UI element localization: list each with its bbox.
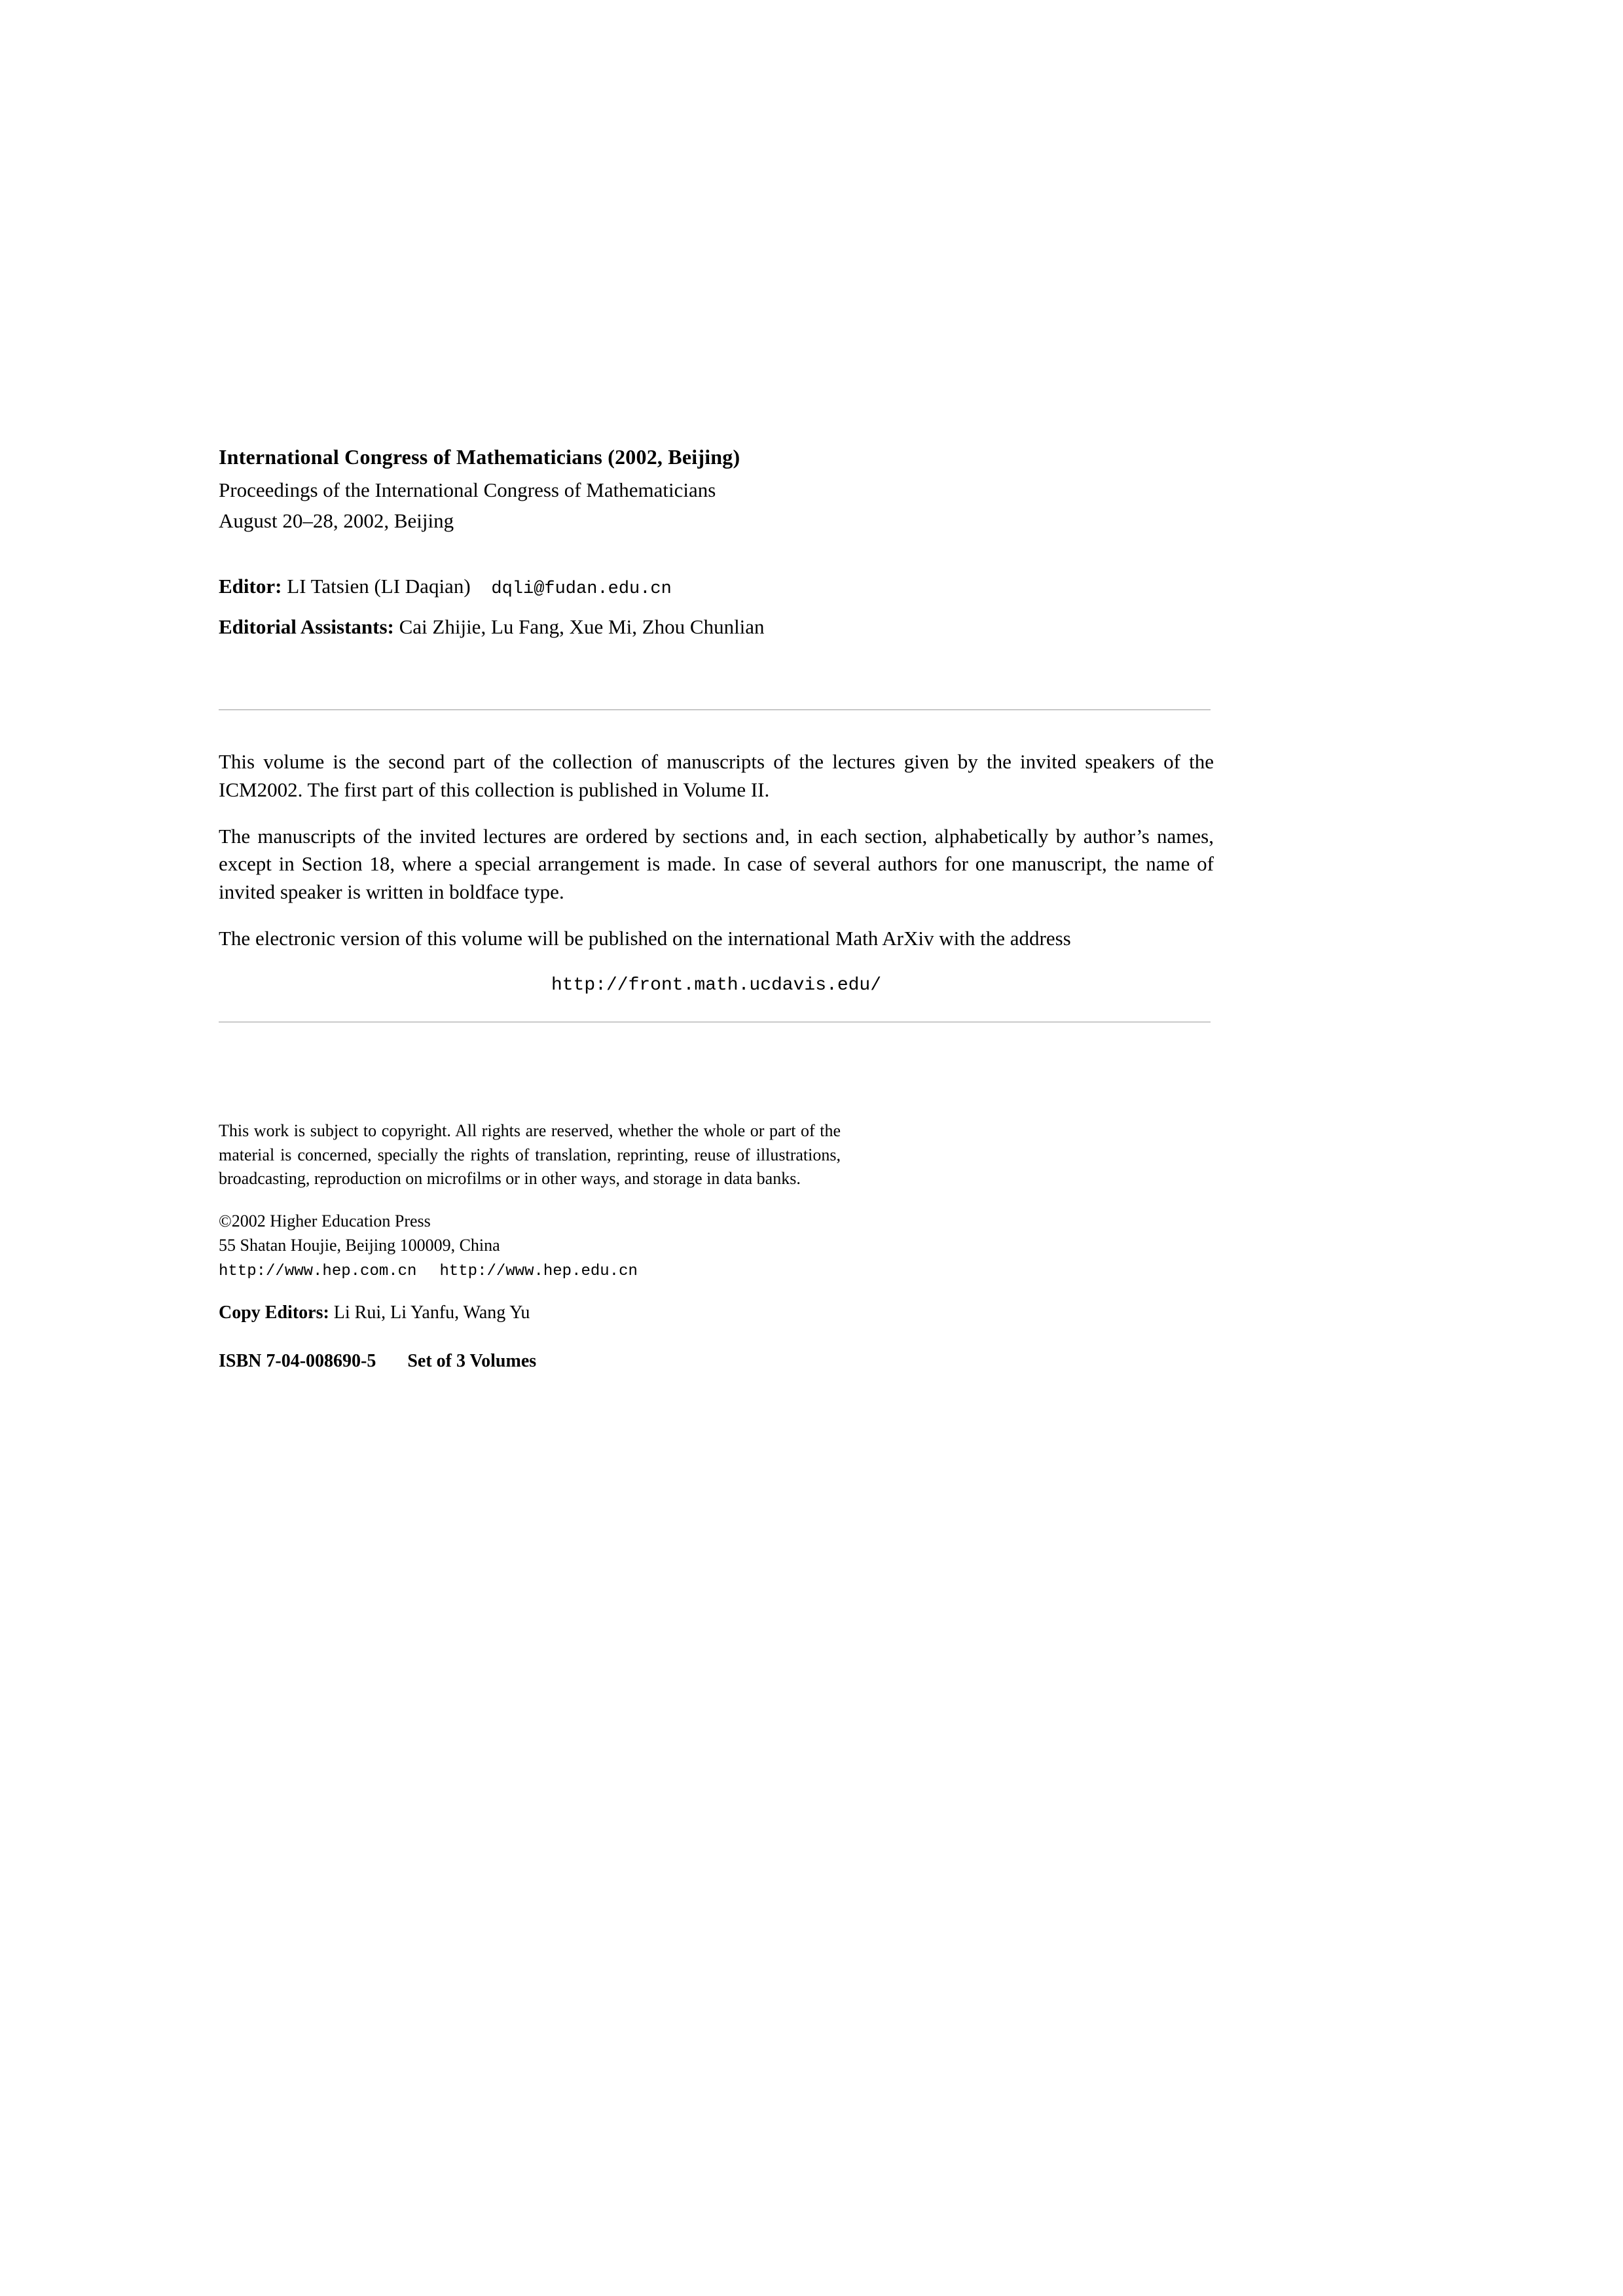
isbn-number: ISBN 7-04-008690-5 xyxy=(219,1351,376,1372)
date-line: August 20–28, 2002, Beijing xyxy=(219,509,454,532)
copyright-notice: This work is subject to copyright. All rights are reserved, whether the whole or part of the material is concerned, specially the rights of translation, reprinting, reuse of illustrations, broadcasting, reproduction on microfilms or in other ways, and storage in data banks. xyxy=(219,1121,841,1189)
body-paragraph-2: The manuscripts of the invited lectures are ordered by sections and, in each section, alphabetically by author’s names, except in Section 18, where a special arrangement is made. In case of several authors for one manuscript, the name of invited speaker is written in boldface type. xyxy=(219,824,1214,904)
arxiv-url[interactable]: http://front.math.ucdavis.edu/ xyxy=(551,975,882,996)
legal-block xyxy=(219,1119,841,1372)
divider-top xyxy=(219,709,1211,710)
assistants-names: Cai Zhijie, Lu Fang, Xue Mi, Zhou Chunlian xyxy=(399,615,765,638)
publisher-url-edu[interactable]: http://www.hep.edu.cn xyxy=(439,1263,638,1281)
editor-email: dqli@fudan.edu.cn xyxy=(491,579,672,599)
assistants-label: Editorial Assistants: xyxy=(219,615,394,638)
copyright-line: ©2002 Higher Education Press xyxy=(219,1211,431,1231)
publisher-urls xyxy=(219,1258,841,1283)
address-line: 55 Shatan Houjie, Beijing 100009, China xyxy=(219,1236,500,1255)
page-content xyxy=(219,445,1214,1372)
imprint-block xyxy=(219,1210,841,1283)
editors-block xyxy=(219,575,1214,639)
editor-label: Editor: xyxy=(219,575,282,598)
editor-name: LI Tatsien (LI Daqian) xyxy=(287,575,471,598)
body-paragraph-3: The electronic version of this volume will be published on the international Math ArXiv with the address xyxy=(219,926,1071,950)
editor-row xyxy=(219,575,1214,599)
assistants-row xyxy=(219,615,1214,639)
publisher-url-com[interactable]: http://www.hep.com.cn xyxy=(219,1263,417,1281)
body-paragraph-1: This volume is the second part of the collection of manuscripts of the lectures given by the invited speakers of the ICM2002. The first part of this collection is published in Volume II. xyxy=(219,750,1214,801)
proceedings-line: Proceedings of the International Congress of Mathematicians xyxy=(219,478,716,501)
copy-editors-row xyxy=(219,1302,841,1323)
body-block xyxy=(219,748,1214,996)
isbn-row xyxy=(219,1351,841,1372)
copy-editors-names: Li Rui, Li Yanfu, Wang Yu xyxy=(333,1302,530,1323)
congress-title: International Congress of Mathematicians (2002, Beijing) xyxy=(219,445,740,469)
volume-set: Set of 3 Volumes xyxy=(407,1351,537,1372)
copy-editors-label: Copy Editors: xyxy=(219,1302,329,1323)
